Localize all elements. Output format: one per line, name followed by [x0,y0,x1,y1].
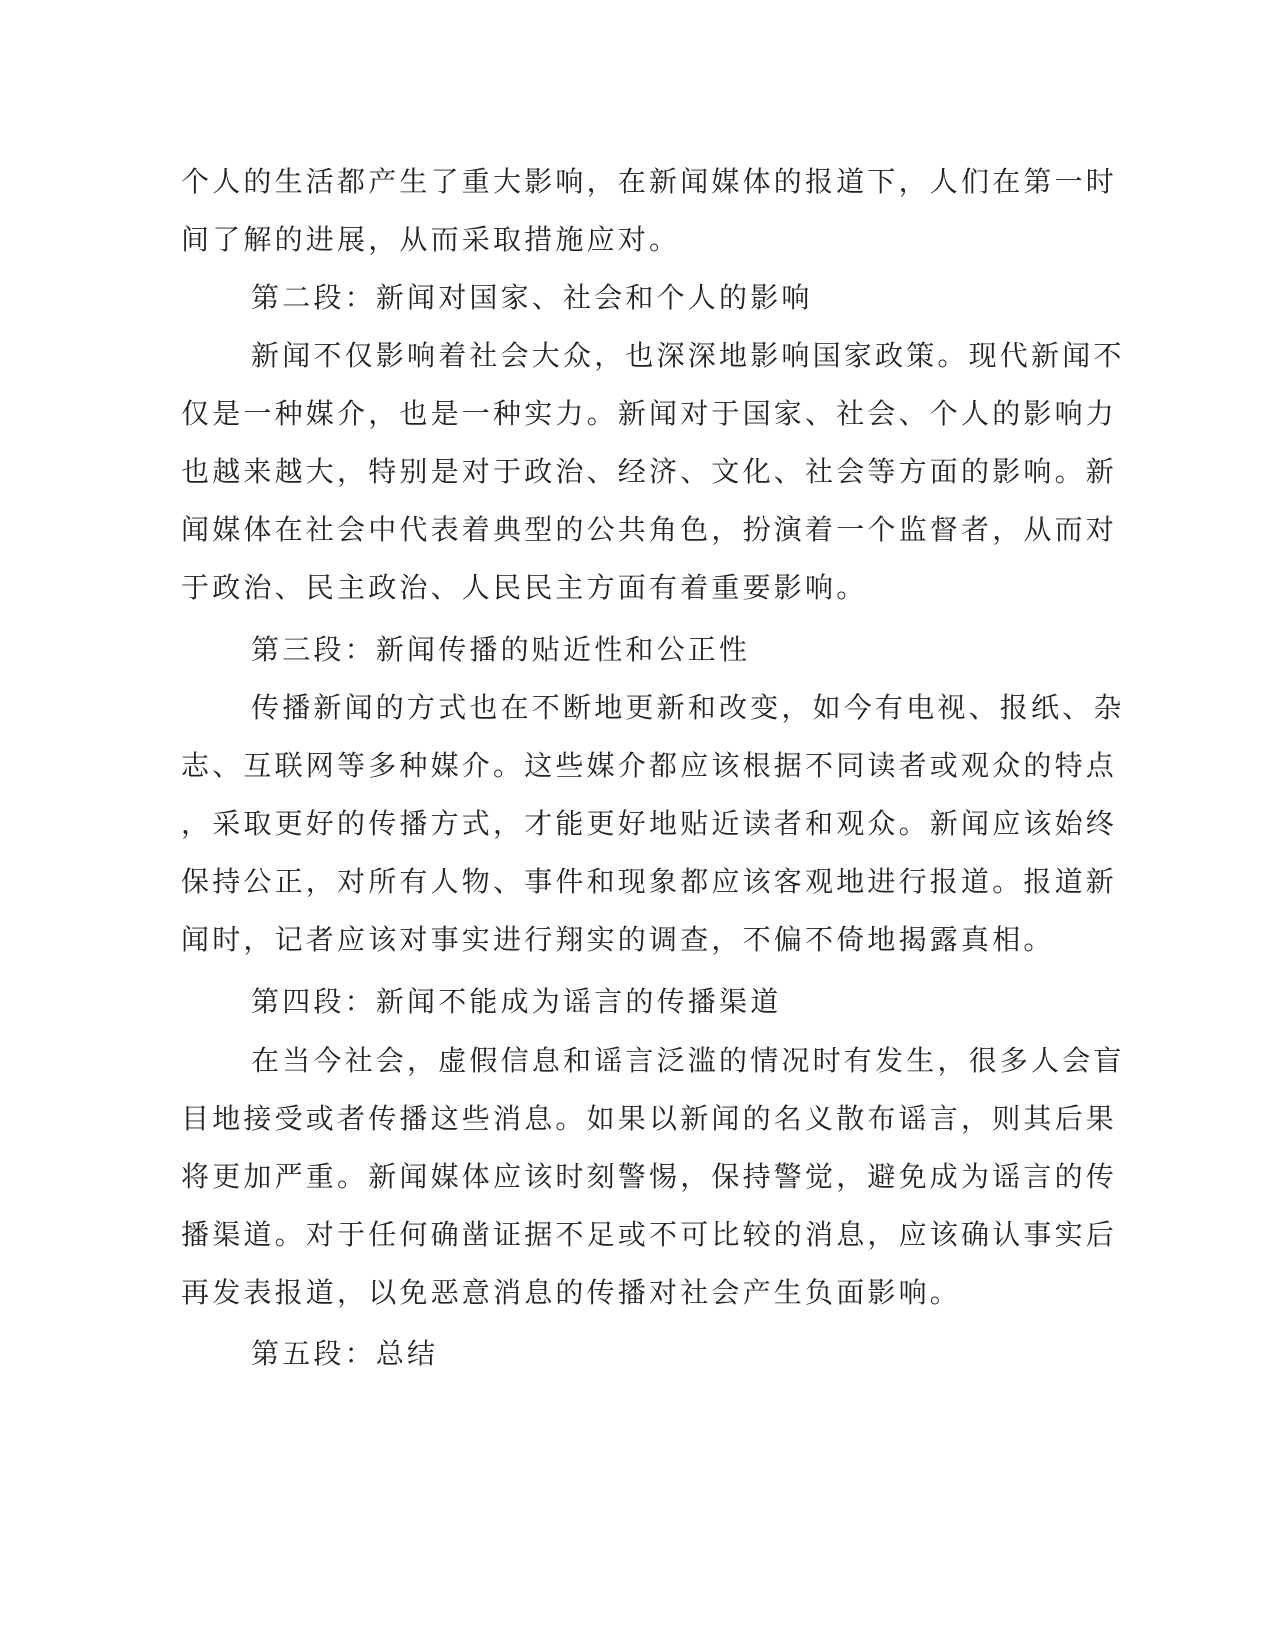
section-heading-2: 第二段：新闻对国家、社会和个人的影响 [251,281,813,314]
paragraph-first-line: 传播新闻的方式也在不断地更新和改变，如今有电视、报纸、杂 [251,691,1125,724]
body-text-line: 间了解的进展，从而采取措施应对。 [181,223,681,256]
section-heading-4: 第四段：新闻不能成为谣言的传播渠道 [251,985,782,1018]
section-heading-5: 第五段：总结 [251,1337,439,1370]
paragraph-first-line: 新闻不仅影响着社会大众，也深深地影响国家政策。现代新闻不 [251,339,1125,372]
body-text-line: 播渠道。对于任何确凿证据不足或不可比较的消息，应该确认事实后 [181,1218,1118,1251]
body-text-line: 目地接受或者传播这些消息。如果以新闻的名义散布谣言，则其后果 [181,1102,1118,1135]
body-text-line: 闻媒体在社会中代表着典型的公共角色，扮演着一个监督者，从而对 [181,513,1118,546]
body-text-line: 再发表报道，以免恶意消息的传播对社会产生负面影响。 [181,1276,962,1309]
body-text-line: 志、互联网等多种媒介。这些媒介都应该根据不同读者或观众的特点 [181,749,1118,782]
body-text-line: 闻时，记者应该对事实进行翔实的调查，不偏不倚地揭露真相。 [181,923,1055,956]
body-text-line: ，采取更好的传播方式，才能更好地贴近读者和观众。新闻应该始终 [181,807,1118,840]
body-text-line: 将更加严重。新闻媒体应该时刻警惕，保持警觉，避免成为谣言的传 [181,1160,1118,1193]
body-text-line: 于政治、民主政治、人民民主方面有着重要影响。 [181,571,868,604]
section-heading-3: 第三段：新闻传播的贴近性和公正性 [251,633,751,666]
body-text-line: 也越来越大，特别是对于政治、经济、文化、社会等方面的影响。新 [181,455,1118,488]
paragraph-first-line: 在当今社会，虚假信息和谣言泛滥的情况时有发生，很多人会盲 [251,1044,1125,1077]
body-text-line: 个人的生活都产生了重大影响，在新闻媒体的报道下，人们在第一时 [181,165,1118,198]
body-text-line: 保持公正，对所有人物、事件和现象都应该客观地进行报道。报道新 [181,865,1118,898]
body-text-line: 仅是一种媒介，也是一种实力。新闻对于国家、社会、个人的影响力 [181,397,1118,430]
